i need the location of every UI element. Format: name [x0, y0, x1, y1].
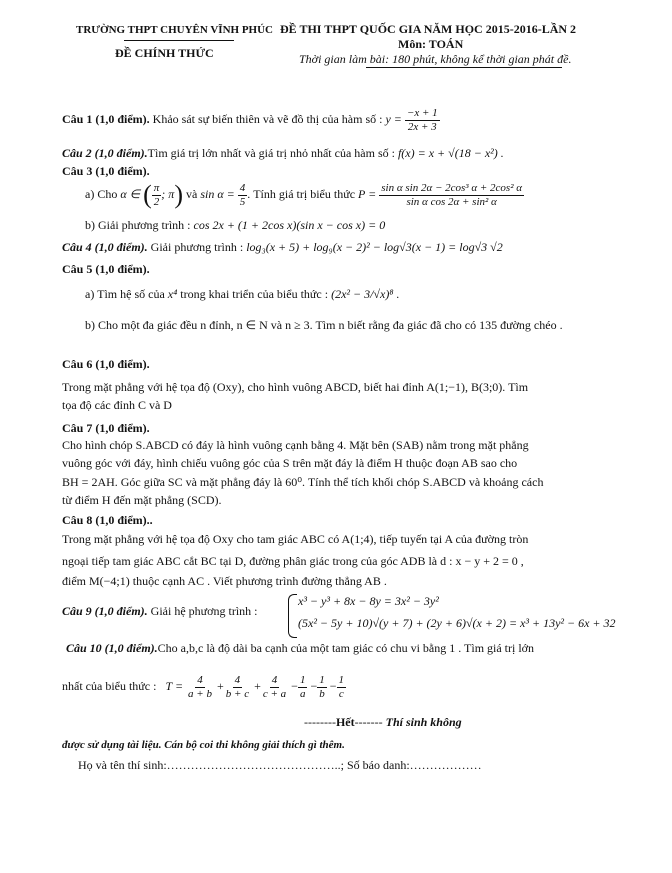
- q3a-P-frac: [379, 182, 524, 208]
- question-1: [62, 107, 440, 133]
- q10-term-3: [261, 674, 288, 700]
- q5a-expr: (2x² − 3/√x)⁸ .: [331, 287, 400, 301]
- q10-term-5: [317, 674, 327, 700]
- q1-den: 2x + 3: [407, 120, 437, 133]
- q10-op-3: +: [254, 678, 261, 693]
- q10-term-1-num: 4: [197, 674, 203, 686]
- q4-text: Giải phương trình :: [150, 240, 244, 254]
- q5-label: Câu 5 (1,0 điểm).: [62, 262, 150, 276]
- q3a-label: a): [85, 186, 95, 201]
- school-name: TRƯỜNG THPT CHUYÊN VĨNH PHÚC: [76, 24, 274, 36]
- q10-term-5-num: 1: [319, 674, 325, 686]
- end-note-2: được sử dụng tài liệu. Cán bộ coi thi không giải thích gì thêm.: [62, 739, 345, 751]
- end-suffix: -------: [354, 715, 383, 729]
- q3-part-a: a) Cho α ∈ ( $\frac{\pi}{2}$ ; π) và sin α = $\frac{4}{5}$ . Tính giá trị biểu thức P = $\frac{\text{sin α sin 2α − 2cos³ α + 2cos² α}}{\text{sin α cos 2α + sin² α}}$: [85, 180, 523, 210]
- q7-line1: Cho hình chóp S.ABCD có đáy là hình vuông cạnh bằng 4. Mặt bên (SAB) nằm trong mặt phẳng: [62, 438, 529, 452]
- q10-term-6-den: c: [338, 687, 344, 700]
- q5b-text: Cho một đa giác đều n đỉnh, n ∈ N và n ≥ 3. Tìm n biết rằng đa giác đã cho có 135 đường chéo .: [98, 318, 563, 332]
- q3a-sin: sin α =: [200, 186, 235, 201]
- subject: Môn: TOÁN: [398, 37, 464, 51]
- q9-system-brace: [288, 594, 297, 638]
- q7-line3: BH = 2AH. Góc giữa SC và mặt phẳng đáy là 60⁰. Tính thể tích khối chóp S.ABCD và khoảng cách: [62, 475, 544, 489]
- header-underline: [366, 67, 562, 68]
- q3b-text: Giải phương trình :: [98, 218, 191, 232]
- q10-op-6: −: [329, 678, 337, 693]
- end-word: Hết: [335, 715, 355, 729]
- question-2: [62, 146, 504, 161]
- q10-expression: [62, 674, 346, 700]
- q1-text: Khảo sát sự biến thiên và vẽ đồ thị của hàm số :: [152, 111, 383, 126]
- q10-term-2-den: b + c: [225, 687, 250, 700]
- question-10: [66, 641, 534, 656]
- q10-term-4: [298, 674, 308, 700]
- q6-label: Câu 6 (1,0 điểm).: [62, 357, 150, 371]
- q5a-text2: trong khai triển của biểu thức :: [180, 287, 329, 301]
- q10-term-4-den: a: [299, 687, 306, 700]
- candidate-line: Họ và tên thí sinh:……………………………………..; Số báo danh:………………: [78, 758, 482, 772]
- q4-formula: log₃(x + 5) + log₉(x − 2)² − log√3(x − 1) = log√3 √2: [246, 240, 503, 254]
- q2-label: Câu 2 (1,0 điểm).: [62, 146, 148, 160]
- q6-line1: Trong mặt phẳng với hệ tọa độ (Oxy), cho hình vuông ABCD, biết hai đỉnh A(1;−1), B(3;0). Tìm: [62, 380, 529, 394]
- q5-part-b: [85, 317, 619, 334]
- q4-label: Câu 4 (1,0 điểm).: [62, 240, 148, 254]
- q3a-text3: . Tính giá trị biểu thức: [247, 186, 356, 201]
- q10-op-4: −: [291, 678, 298, 693]
- q10-T: T =: [165, 678, 184, 693]
- q8-line2: ngoại tiếp tam giác ABC cắt BC tại D, đường phân giác trong của góc ADB là d : x − y + 2 = 0 ,: [62, 554, 524, 568]
- q3a-sin-frac: [238, 182, 248, 208]
- q3a-interval-rest: ; π: [161, 186, 175, 201]
- q10-term-1: [186, 674, 214, 700]
- q9-text: Giải hệ phương trình :: [150, 604, 258, 618]
- q3a-interval: [152, 182, 162, 208]
- q6-line2: tọa độ các đỉnh C và D: [62, 398, 172, 412]
- q5b-label: b): [85, 318, 95, 332]
- q10-text: Cho a,b,c là độ dài ba cạnh của một tam giác có chu vi bằng 1 . Tìm giá trị lớn: [157, 641, 535, 655]
- question-4: [62, 240, 503, 255]
- q1-label: Câu 1 (1,0 điểm).: [62, 111, 150, 126]
- q10-term-3-num: 4: [271, 674, 278, 686]
- q3-label: Câu 3 (1,0 điểm).: [62, 164, 150, 178]
- q10-op-5: −: [310, 678, 318, 693]
- q10-term-2: [224, 674, 251, 700]
- official-label: ĐỀ CHÍNH THỨC: [115, 46, 214, 60]
- q3a-pi: π: [153, 182, 160, 194]
- q9-eq2: (5x² − 5y + 10)√(y + 7) + (2y + 6)√(x + 2) = x³ + 13y² − 6x + 32: [298, 616, 616, 630]
- q3a-sin-den: 5: [239, 195, 246, 208]
- q1-num: −x + 1: [406, 107, 438, 119]
- end-prefix: --------: [304, 715, 336, 729]
- q10-term-2-num: 4: [234, 674, 241, 686]
- q10-term-5-den: b: [319, 687, 325, 700]
- q3a-text1: Cho: [97, 186, 118, 201]
- q10-term-6: [337, 674, 347, 700]
- q10-term-4-num: 1: [299, 674, 306, 686]
- q3a-P-num: sin α sin 2α − 2cos³ α + 2cos² α: [381, 182, 523, 194]
- q10-label: Câu 10 (1,0 điểm).: [66, 641, 158, 655]
- q3b-label: b): [85, 218, 95, 232]
- q10-term-1-den: a + b: [188, 687, 212, 700]
- q8-line1: Trong mặt phẳng với hệ tọa độ Oxy cho tam giác ABC có A(1;4), tiếp tuyến tại A của đường tròn: [62, 532, 529, 546]
- q7-label: Câu 7 (1,0 điểm).: [62, 421, 150, 435]
- q9-eq1: x³ − y³ + 8x − 8y = 3x² − 3y²: [298, 594, 439, 608]
- q3a-alpha: α ∈: [120, 186, 141, 201]
- q2-formula: f(x) = x + √(18 − x²) .: [397, 146, 504, 160]
- q1-lhs: y =: [385, 111, 402, 126]
- q10-term-6-num: 1: [338, 674, 345, 686]
- school-underline: [124, 40, 234, 41]
- q9-label: Câu 9 (1,0 điểm).: [62, 604, 148, 618]
- exam-title: ĐỀ THI THPT QUỐC GIA NĂM HỌC 2015-2016-LẦN 2: [280, 22, 577, 36]
- question-9: [62, 604, 258, 619]
- q3a-sin-num: 4: [239, 182, 246, 194]
- q7-line4: từ điểm H đến mặt phẳng (SCD).: [62, 493, 222, 507]
- q5-part-a: [85, 287, 400, 302]
- q10-op-2: +: [216, 678, 224, 693]
- q7-line2: vuông góc với đáy, hình chiếu vuông góc của S trên mặt đáy là điểm H thuộc đoạn AB sao cho: [62, 456, 518, 470]
- q5a-x: x⁴: [167, 287, 178, 301]
- time-note: Thời gian làm bài: 180 phút, không kể thời gian phát đề.: [299, 52, 572, 66]
- end-note-1: Thí sinh không: [385, 715, 462, 729]
- q8-label: Câu 8 (1,0 điểm)..: [62, 513, 153, 527]
- q10-term-3-den: c + a: [262, 687, 287, 700]
- q1-fraction: [405, 107, 440, 133]
- q3-part-b: [85, 218, 385, 233]
- q2-text: Tìm giá trị lớn nhất và giá trị nhỏ nhất của hàm số :: [147, 146, 395, 160]
- q3a-text2: và: [185, 186, 198, 201]
- q3a-P-den: sin α cos 2α + sin² α: [406, 195, 497, 208]
- q8-line3: điểm M(−4;1) thuộc cạnh AC . Viết phương trình đường thẳng AB .: [62, 574, 387, 588]
- end-marker: [304, 715, 462, 730]
- q3b-formula: cos 2x + (1 + 2cos x)(sin x − cos x) = 0: [193, 218, 386, 232]
- q5a-text: Tìm hệ số của: [97, 287, 165, 301]
- q3a-P: P =: [358, 186, 377, 201]
- q5a-label: a): [85, 287, 95, 301]
- q10-text2: nhất của biểu thức :: [62, 678, 157, 693]
- q3a-two: 2: [153, 195, 160, 208]
